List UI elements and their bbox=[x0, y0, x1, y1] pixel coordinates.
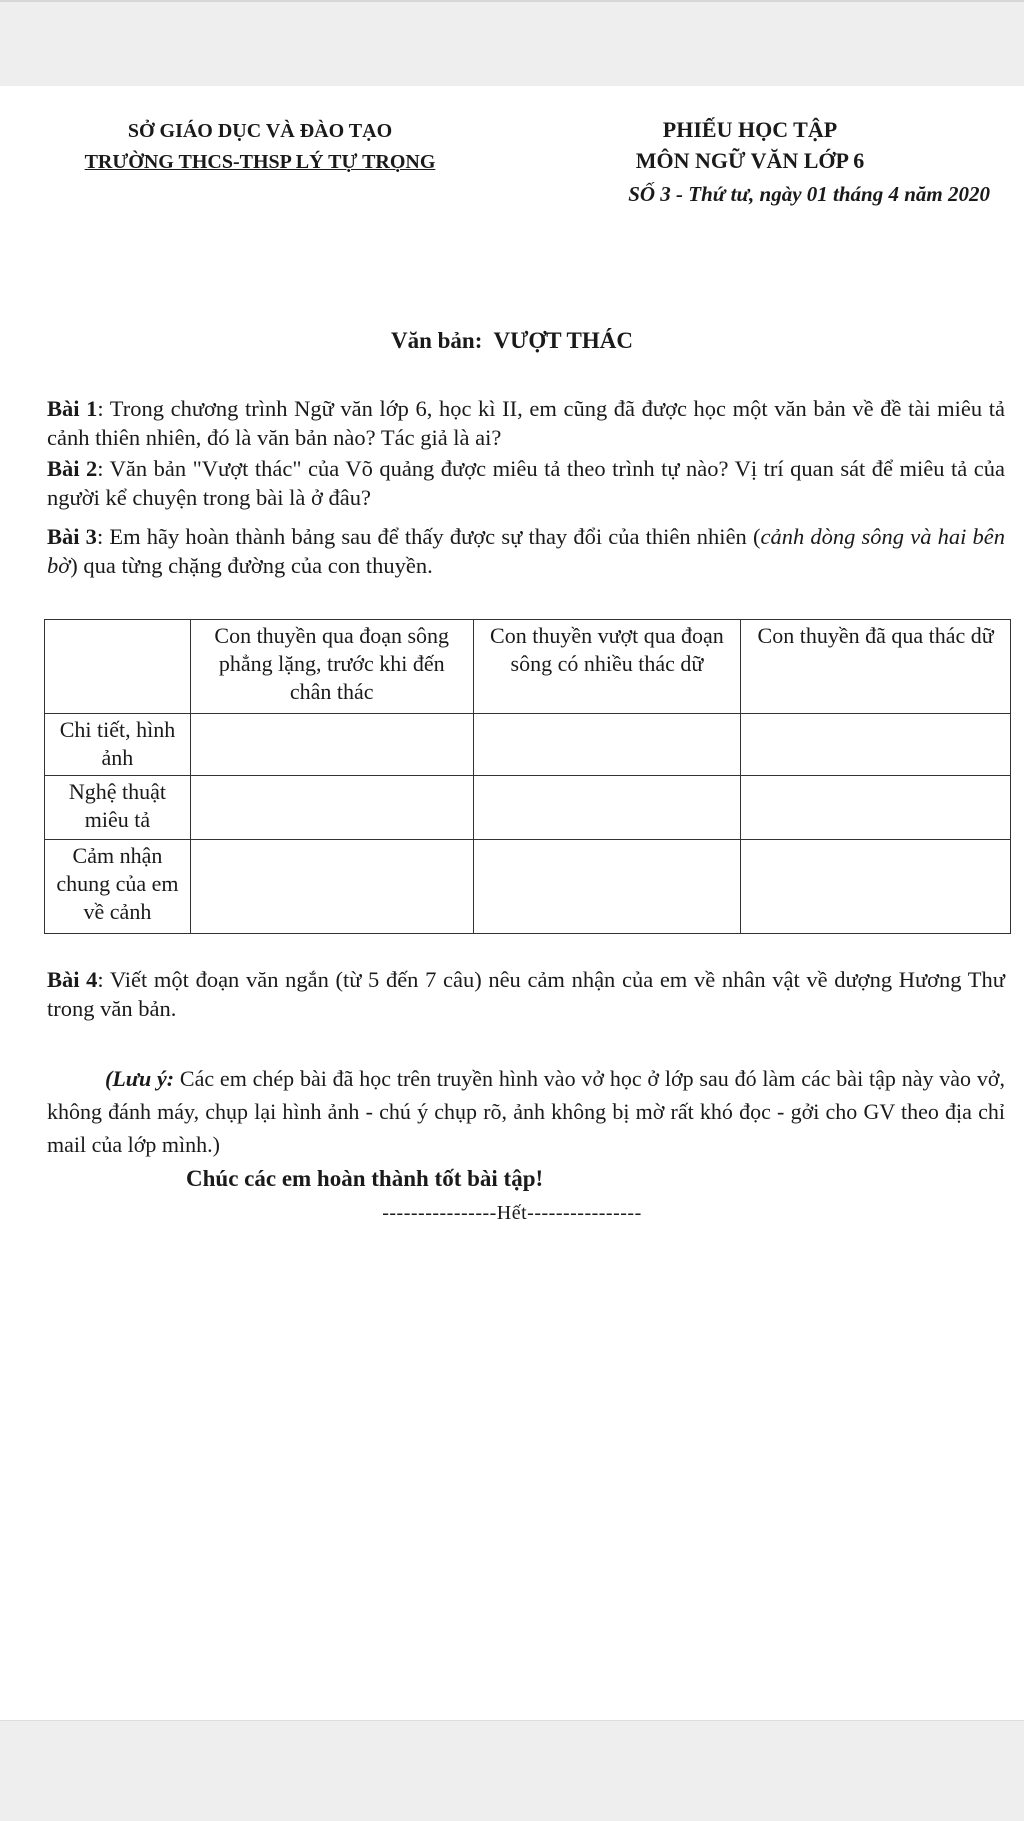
table-column-header: Con thuyền đã qua thác dữ bbox=[741, 620, 1011, 714]
end-marker: ----------------Hết---------------- bbox=[382, 1202, 642, 1224]
text-title bbox=[0, 328, 1024, 354]
exercise-3-text-italic: cảnh dòng sông và hai bên bờ bbox=[47, 524, 1006, 578]
table-column-header: Con thuyền vượt qua đoạn sông có nhiều thác dữ bbox=[473, 620, 741, 714]
exercise-3 bbox=[47, 522, 1005, 580]
closing-wish: Chúc các em hoàn thành tốt bài tập! bbox=[186, 1166, 544, 1191]
table-row-header: Nghệ thuật miêu tả bbox=[45, 776, 191, 840]
table-answer-cell bbox=[190, 714, 473, 776]
exercise-3-text-after: ) qua từng chặng đường của con thuyền. bbox=[70, 553, 433, 578]
table-row-header: Chi tiết, hình ảnh bbox=[45, 714, 191, 776]
header-right bbox=[500, 114, 1000, 210]
table-row bbox=[45, 840, 1011, 934]
header-left bbox=[40, 116, 480, 178]
exercise-1-label: Bài 1 bbox=[47, 396, 98, 421]
viewer-bottom-bar bbox=[0, 1720, 1024, 1821]
table-header-row bbox=[45, 620, 1011, 714]
note-lead: (Lưu ý: bbox=[105, 1066, 175, 1091]
worksheet-table bbox=[44, 619, 1011, 934]
sheet-title: PHIẾU HỌC TẬP bbox=[662, 117, 838, 142]
note-text: Các em chép bài đã học trên truyền hình vào vở học ở lớp sau đó làm các bài tập này vào vở, không đánh máy, chụp lại hình ảnh - chú ý chụp rõ, ảnh không bị mờ rất khó đọc - gởi cho GV theo địa chỉ mail của lớp mình.) bbox=[47, 1066, 1005, 1157]
text-title-prefix: Văn bản: bbox=[390, 328, 483, 353]
exercise-3-label: Bài 3 bbox=[47, 524, 97, 549]
table-corner-cell bbox=[45, 620, 191, 714]
exercise-2-text: : Văn bản "Vượt thác" của Võ quảng được miêu tả theo trình tự nào? Vị trí quan sát để miêu tả của người kể chuyện trong bài là ở đâu? bbox=[47, 456, 1005, 510]
school-name: TRƯỜNG THCS-THSP LÝ TỰ TRỌNG bbox=[84, 151, 436, 173]
exercise-4-label: Bài 4 bbox=[47, 967, 98, 992]
table-answer-cell bbox=[190, 776, 473, 840]
table-answer-cell bbox=[741, 840, 1011, 934]
table-answer-cell bbox=[473, 714, 741, 776]
table-row-header: Cảm nhận chung của em về cảnh bbox=[45, 840, 191, 934]
table-answer-cell bbox=[473, 776, 741, 840]
table-answer-cell bbox=[741, 714, 1011, 776]
department-name: SỞ GIÁO DỤC VÀ ĐÀO TẠO bbox=[127, 120, 393, 142]
subject-line: MÔN NGỮ VĂN LỚP 6 bbox=[635, 148, 865, 173]
note-paragraph bbox=[47, 1062, 1005, 1161]
table-row bbox=[45, 776, 1011, 840]
exercise-2 bbox=[47, 454, 1005, 512]
viewer-top-bar bbox=[0, 0, 1024, 86]
exercise-4 bbox=[47, 965, 1005, 1023]
exercise-3-text-before: : Em hãy hoàn thành bảng sau để thấy được sự thay đổi của thiên nhiên ( bbox=[96, 524, 761, 549]
table-column-header: Con thuyền qua đoạn sông phẳng lặng, trước khi đến chân thác bbox=[190, 620, 473, 714]
table-answer-cell bbox=[741, 776, 1011, 840]
date-line: SỐ 3 - Thứ tư, ngày 01 tháng 4 năm 2020 bbox=[628, 182, 990, 206]
table-answer-cell bbox=[473, 840, 741, 934]
exercise-4-text: : Viết một đoạn văn ngắn (từ 5 đến 7 câu) nêu cảm nhận của em về nhân vật về dượng Hương Thư trong văn bản. bbox=[47, 967, 1005, 1021]
exercise-1-text: : Trong chương trình Ngữ văn lớp 6, học kì II, em cũng đã được học một văn bản về đề tài miêu tả cảnh thiên nhiên, đó là văn bản nào? Tác giả là ai? bbox=[47, 396, 1005, 450]
exercise-2-label: Bài 2 bbox=[47, 456, 98, 481]
table-row bbox=[45, 714, 1011, 776]
exercise-1 bbox=[47, 394, 1005, 452]
table-answer-cell bbox=[190, 840, 473, 934]
text-title-name: VƯỢT THÁC bbox=[493, 328, 634, 353]
